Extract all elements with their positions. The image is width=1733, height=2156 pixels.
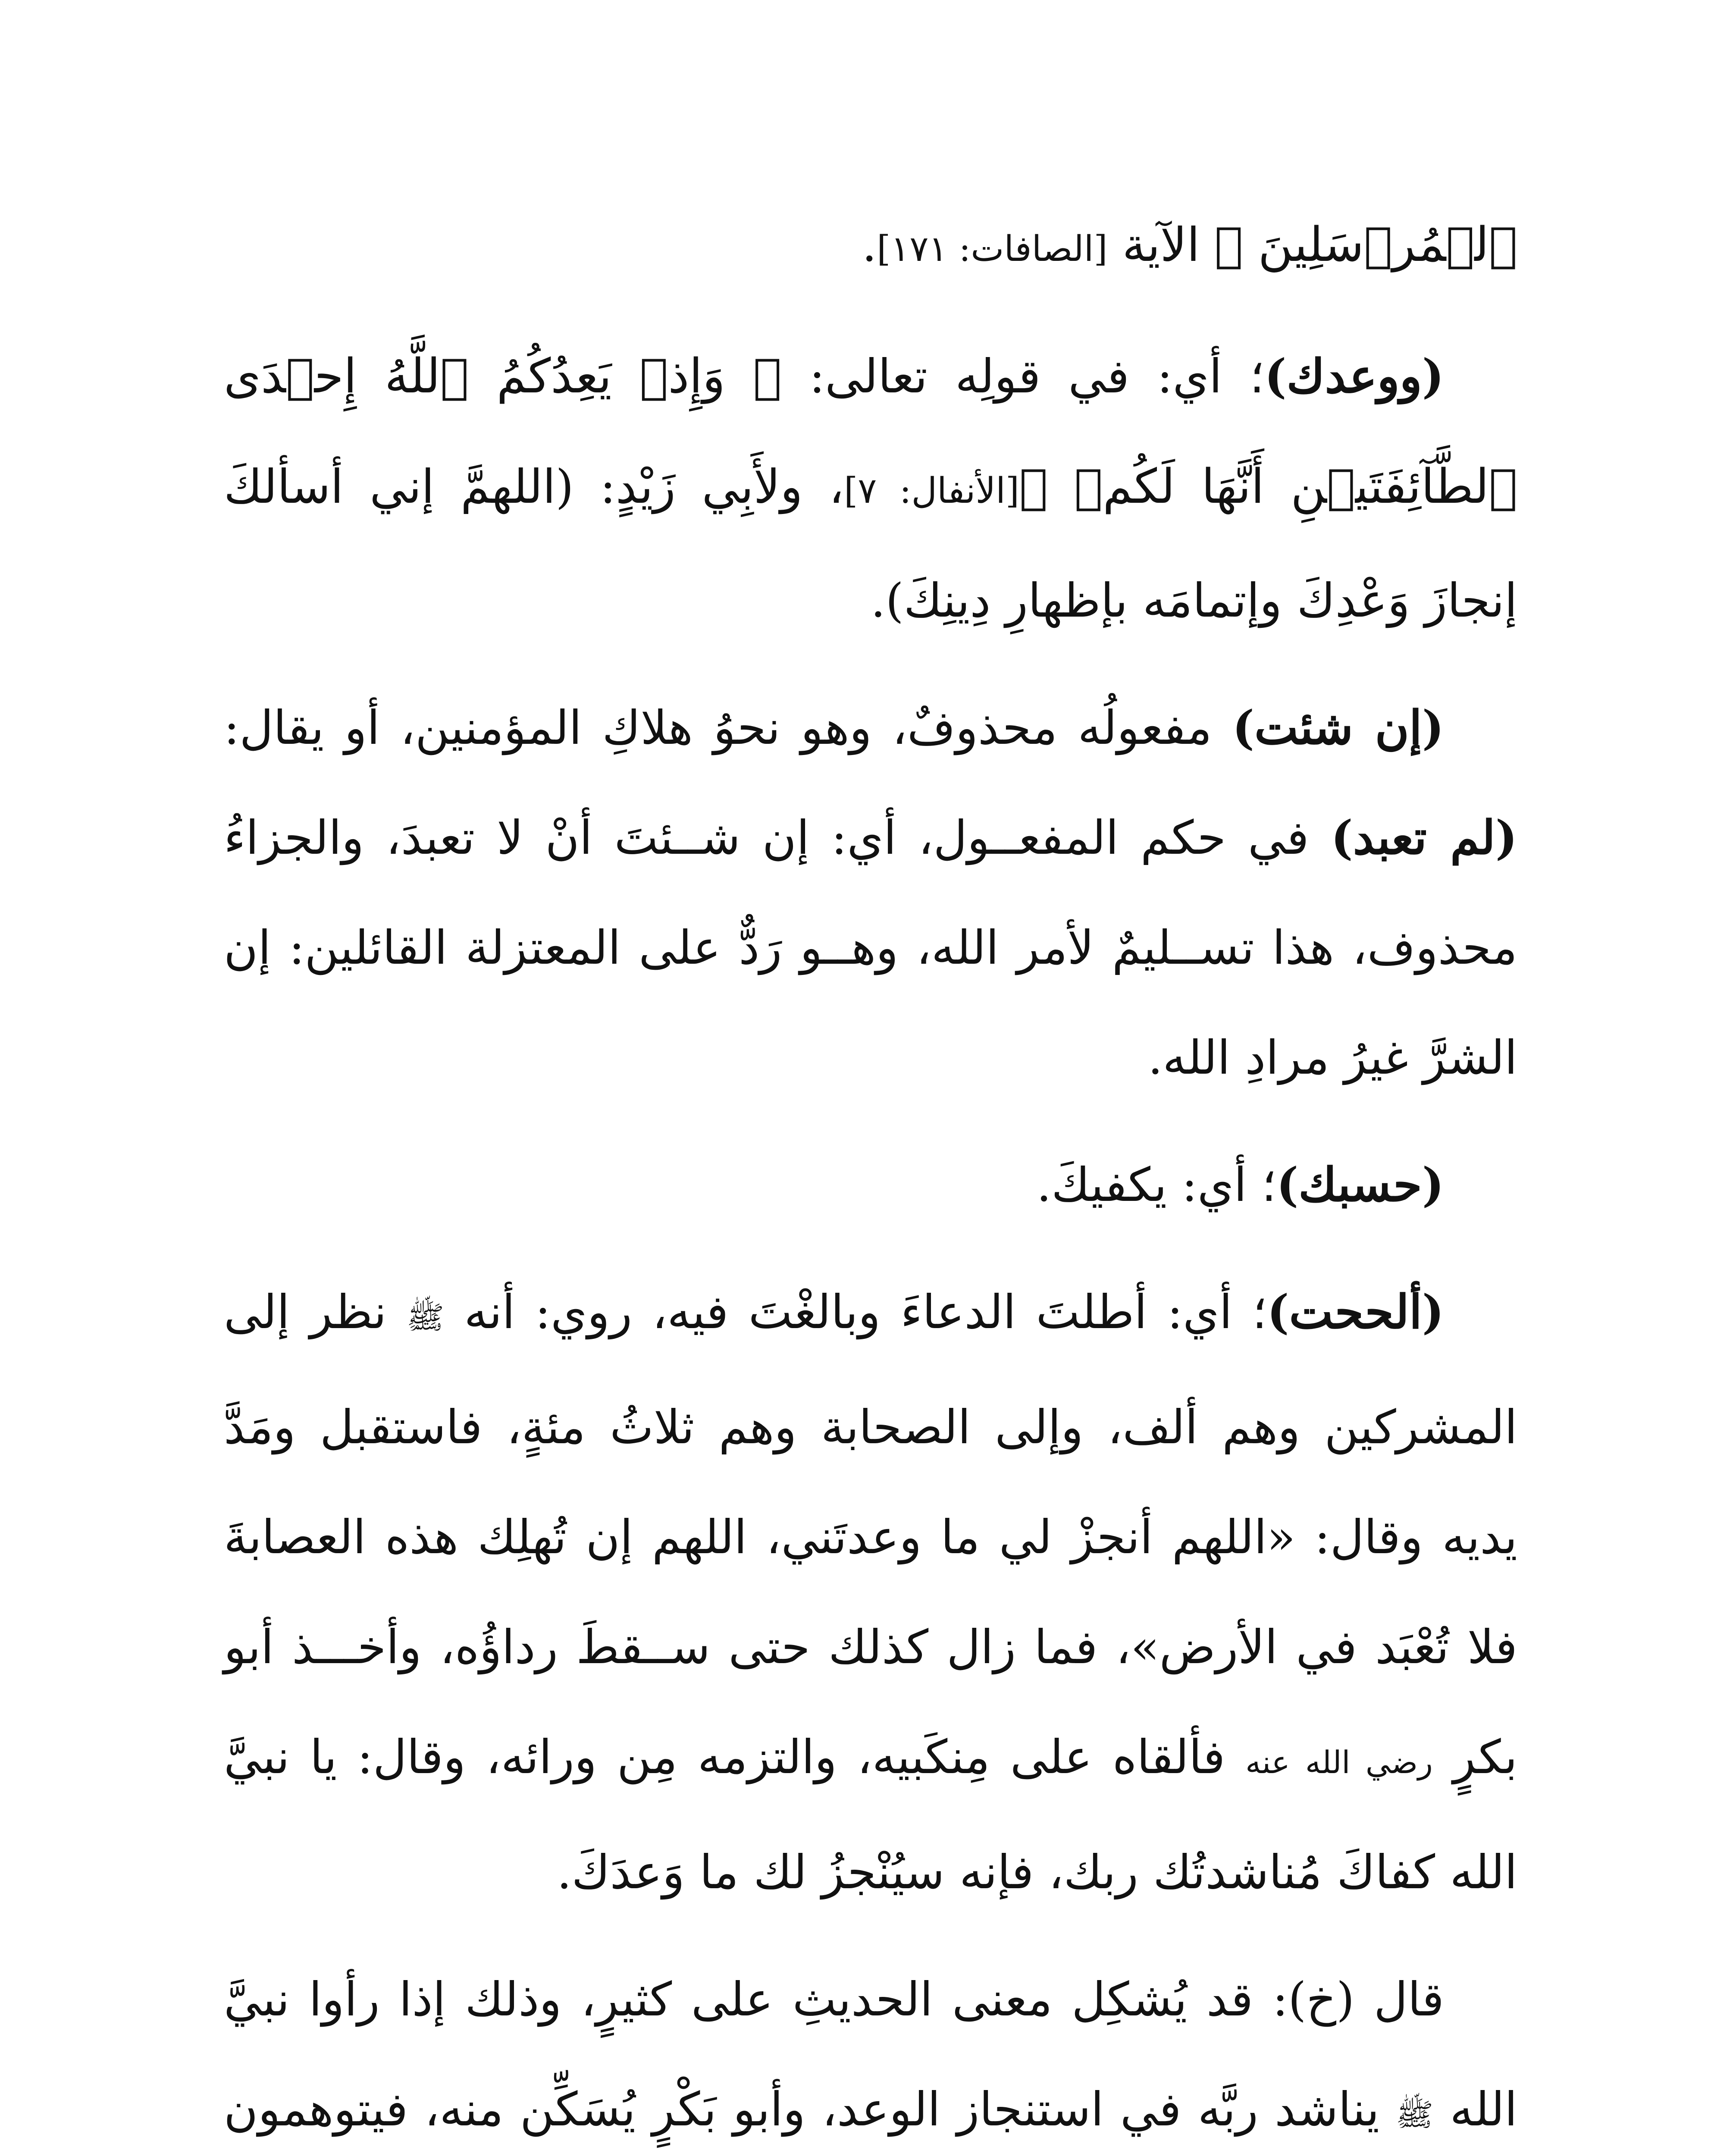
- body-segment: ؛ أي: أطلتَ الدعاءَ وبالغْتَ فيه، روي: أنه: [444, 1285, 1267, 1339]
- lemma-heading: (ألححت): [1267, 1285, 1444, 1339]
- body-segment: قال (خ): قد يُشكِل معنى الحديثِ على كثيرٍ، وذلك إذا رأوا نبيَّ الله: [224, 1973, 1517, 2137]
- body-segment: في حكم المفعــول، أي: إن شــئتَ أنْ لا تعبدَ، والجزاءُ محذوف، هذا تســليمٌ لأمر الله، وهــو رَدٌّ على المعتزلة القائلين: إن الشرَّ غيرُ مرادِ الله.: [224, 811, 1517, 1085]
- paragraph-commentary-kha: [224, 1945, 1517, 2156]
- verse-reference: [الصافات: ١٧١]: [877, 229, 1108, 270]
- lemma-heading: (حسبك): [1276, 1158, 1444, 1212]
- body-segment: نظر إلى المشركين وهم ألف، وإلى الصحابة وهم ثلاثُ مئةٍ، فاستقبل ومَدَّ يديه وقال: «اللهم أنجزْ لي ما وعدتَني، اللهم إن تُهلِك هذه العصابةَ فلا تُعْبَد في الأرض»، فما زال كذلك حتى ســقطَ رداؤُه، وأخـــذ أبو بكرٍ: [224, 1285, 1518, 1784]
- paragraph-hasbuk: [224, 1130, 1517, 1240]
- body-segment: مفعولُه محذوفٌ، وهو نحوُ هلاكِ المؤمنين، أو يقال:: [224, 701, 1232, 755]
- body-segment: ؛ أي: في قولِه تعالى:: [781, 350, 1265, 404]
- honorific-mark: ﷺ: [407, 1299, 444, 1335]
- paragraph-in-shita: [224, 673, 1517, 1113]
- body-segment: يناشد ربَّه في استنجاز الوعد، وأبو بَكْرٍ يُسَكِّن منه، فيتوهمون: [224, 2083, 1379, 2137]
- honorific-mark: ﷺ: [1396, 2096, 1434, 2133]
- verse-reference: [الأنفال: ٧]: [844, 470, 1019, 511]
- paragraph-verse-continuation: [224, 190, 1517, 304]
- quran-verse: ﴿ وَإِذۡ يَعِدُكُمُ ٱللَّهُ إِحۡدَى ٱلطَّآئِفَتَيۡنِ أَنَّهَا لَكُمۡ ﴾: [224, 348, 1517, 514]
- honorific-mark: رضي الله عنه: [1245, 1744, 1433, 1780]
- lemma-heading: (ووعدك): [1264, 349, 1445, 404]
- paragraph-alhahta: [224, 1257, 1517, 1927]
- body-segment: ، ولأَبِي زَيْدٍ: (اللهمَّ إني أسألكَ إنجازَ وَعْدِكَ وإتمامَه بإظهارِ دِينِكَ).: [224, 460, 1517, 628]
- paragraph-wa-adak: [224, 321, 1517, 656]
- quran-verse: ٱلۡمُرۡسَلِينَ ﴾: [1214, 217, 1517, 272]
- lemma-heading: (إن شئت): [1232, 701, 1445, 755]
- body-text: [224, 190, 1517, 2156]
- body-segment: ؛ أي: يكفيكَ.: [1036, 1158, 1277, 1212]
- body-segment: .: [862, 218, 877, 272]
- body-segment: فألقاه على مِنكَبيه، والتزمه مِن ورائه، وقال: يا نبيَّ الله كفاكَ مُناشدتُك ربك، فإنه سيُنْجزُ لك ما وَعدَكَ.: [224, 1730, 1517, 1899]
- body-segment: الآية: [1107, 218, 1215, 272]
- lemma-heading: (لم تعبد): [1331, 811, 1517, 865]
